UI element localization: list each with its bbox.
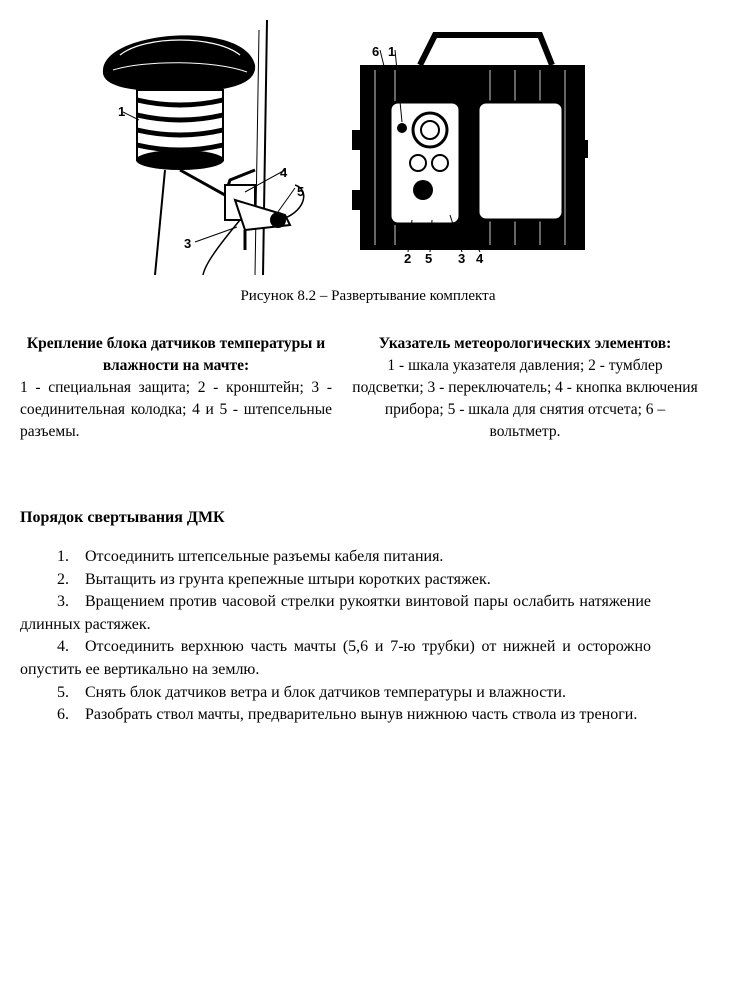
figure-8-2 — [0, 0, 736, 285]
right-legend — [350, 333, 700, 443]
left-legend — [20, 333, 332, 443]
step-number: 6. — [57, 706, 69, 724]
indicator-case-illustration — [340, 30, 590, 275]
callout-4-right: 4 — [476, 251, 484, 266]
callout-3: 3 — [184, 236, 192, 251]
callout-1: 1 — [118, 104, 126, 119]
callout-1-right: 1 — [388, 44, 396, 59]
step-text: Разобрать ствол мачты, предварительно вынув нижнюю часть ствола из треноги. — [85, 706, 638, 724]
right-legend-heading: Указатель метеорологических элементов: — [378, 335, 672, 352]
step-text: Вытащить из грунта крепежные штыри коротких растяжек. — [85, 570, 491, 588]
step-text: Вращением против часовой стрелки рукоятки винтовой пары ослабить натяжение длинных растяжек. — [20, 593, 651, 633]
list-item — [20, 682, 651, 705]
step-number: 1. — [57, 548, 69, 565]
right-legend-body: 1 - шкала указателя давления; 2 - тумблер подсветки; 3 - переключатель; 4 - кнопка включения прибора; 5 - шкала для снятия отсчета; 6 – вольтметр. — [352, 357, 698, 440]
step-text: Снять блок датчиков ветра и блок датчиков температуры и влажности. — [85, 683, 566, 701]
sensor-block-illustration — [95, 20, 325, 275]
callout-3-right: 3 — [458, 251, 466, 266]
callout-5-right: 5 — [425, 251, 433, 266]
callout-4: 4 — [280, 165, 288, 180]
step-number: 3. — [57, 593, 69, 611]
step-number: 5. — [57, 683, 69, 701]
callout-2-right: 2 — [404, 251, 412, 266]
list-item — [20, 569, 651, 592]
list-item — [20, 704, 651, 727]
left-legend-heading: Крепление блока датчиков температуры и влажности на мачте: — [26, 335, 326, 374]
callout-2: 2 — [148, 154, 156, 169]
figure-caption: Рисунок 8.2 – Развертывание комплекта — [240, 288, 496, 304]
list-item — [20, 636, 651, 681]
list-item — [20, 591, 651, 636]
step-text: Отсоединить штепсельные разъемы кабеля питания. — [85, 548, 444, 565]
step-number: 2. — [57, 570, 69, 588]
callout-5: 5 — [297, 184, 305, 199]
callout-6: 6 — [372, 44, 380, 59]
left-legend-body: 1 - специальная защита; 2 - кронштейн; 3 - соединительная колодка; 4 и 5 - штепсельные разъемы. — [20, 379, 332, 440]
step-text: Отсоединить верхнюю часть мачты (5,6 и 7-ю трубки) от нижней и осторожно опустить ее вертикально на землю. — [20, 638, 651, 678]
steps-list — [20, 546, 651, 727]
step-number: 4. — [57, 638, 69, 656]
list-item — [20, 546, 651, 569]
section-title: Порядок свертывания ДМК — [20, 509, 225, 526]
